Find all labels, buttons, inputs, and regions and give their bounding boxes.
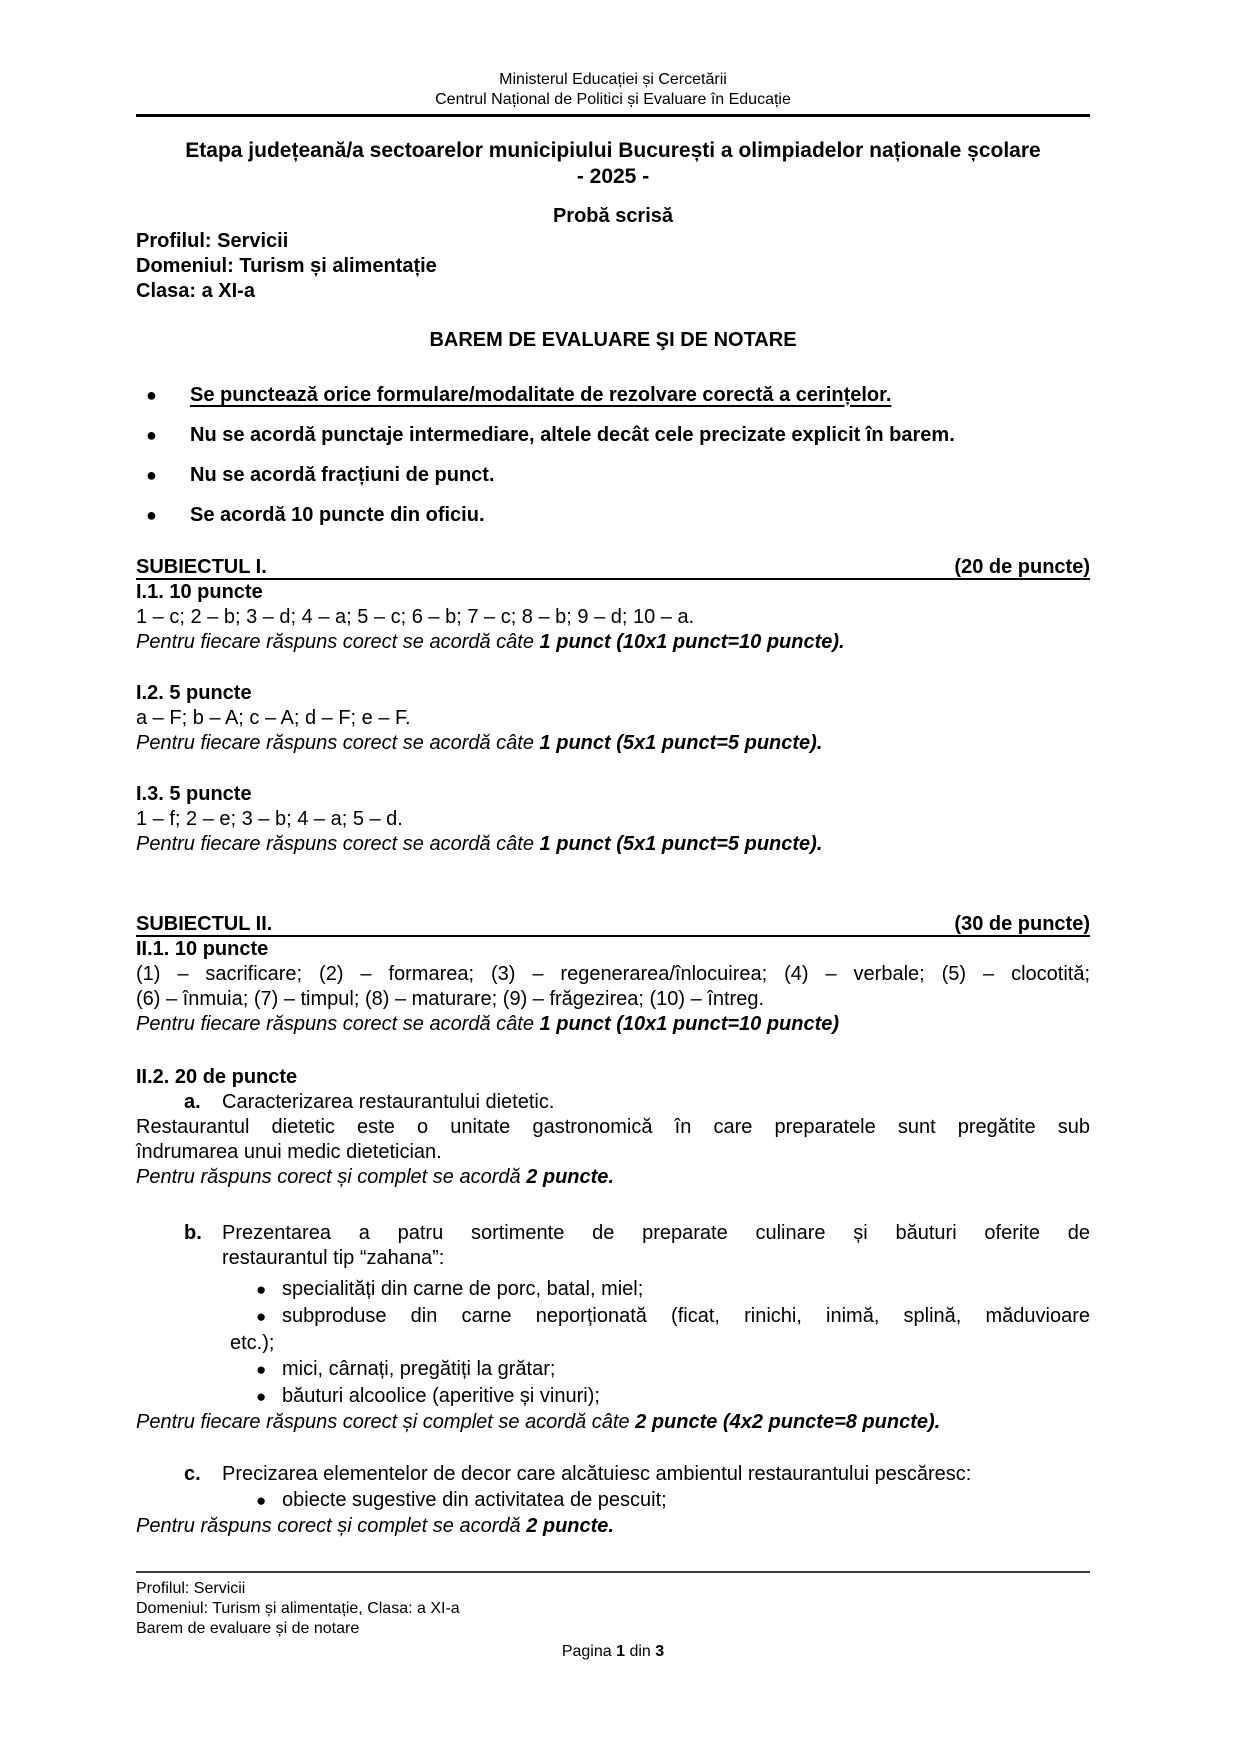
footer-barem: Barem de evaluare și de notare (136, 1620, 360, 1637)
item-b-bullet-2-wrap: etc.); (230, 1332, 275, 1354)
item-c-text: Precizarea elementelor de decor care alcătuiesc ambientul restaurantului pescăresc: (222, 1463, 972, 1485)
subject1-heading-row (136, 555, 1090, 580)
item-b-marker: b. (184, 1222, 202, 1244)
bullet-icon: ● (256, 1387, 267, 1406)
item-c-bullet-1: ● obiecte sugestive din activitatea de pescuit; (230, 1487, 1090, 1514)
page-number: Pagina 1 din 3 (561, 1643, 665, 1660)
page-content (136, 0, 1090, 1539)
bullet-icon: ● (146, 465, 157, 485)
item-b-bullet-1: ● specialități din carne de porc, batal, miel; (230, 1276, 1090, 1303)
section-i3-title: I.3. 5 puncte (136, 783, 252, 805)
section-i3-answers: 1 – f; 2 – e; 3 – b; 4 – a; 5 – d. (136, 808, 403, 830)
bullet-icon: ● (146, 425, 157, 445)
item-c-marker: c. (184, 1463, 201, 1485)
page-footer (136, 1571, 1090, 1662)
section-i2-title: I.2. 5 puncte (136, 682, 252, 704)
section-i2-answers: a – F; b – A; c – A; d – F; e – F. (136, 707, 411, 729)
item-b-text-line1: Prezentarea a patru sortimente de preparate culinare și băuturi oferite de (222, 1222, 1090, 1244)
item-b-text-line2: restaurantul tip “zahana”: (222, 1247, 445, 1269)
title-line-2: - 2025 - (576, 165, 650, 188)
item-b (136, 1221, 1090, 1271)
section-i1-title: I.1. 10 puncte (136, 581, 263, 603)
general-rules-list (136, 375, 1090, 535)
section-ii2-title: II.2. 20 de puncte (136, 1066, 298, 1088)
meta-domain: Domeniul: Turism și alimentație (136, 255, 437, 277)
subject2-points: (30 de puncte) (954, 913, 1090, 935)
item-a-text: Caracterizarea restaurantului dietetic. (222, 1091, 555, 1113)
document-title (136, 138, 1090, 190)
section-ii1-note: Pentru fiecare răspuns corect se acordă câte 1 punct (10x1 punct=10 puncte) (136, 1013, 840, 1035)
header-rule (136, 114, 1090, 117)
rule-text: Se acordă 10 puncte din oficiu. (190, 504, 485, 526)
rule-text: Nu se acordă punctaje intermediare, altele decât cele precizate explicit în barem. (190, 424, 955, 446)
section-i2 (136, 681, 1090, 756)
header-line-ministry: Ministerul Educației și Cercetării (499, 71, 727, 88)
section-ii1 (136, 937, 1090, 1037)
meta-profile: Profilul: Servicii (136, 230, 289, 252)
item-a (136, 1090, 1090, 1115)
header-line-center: Centrul Național de Politici și Evaluare în Educație (435, 91, 791, 108)
rule-item (136, 495, 1090, 535)
subject2-heading-row (136, 912, 1090, 937)
section-i1-note: Pentru fiecare răspuns corect se acordă câte 1 punct (10x1 punct=10 puncte). (136, 631, 845, 653)
rule-item (136, 375, 1090, 415)
item-b-bullet-3: ● mici, cârnați, pregătiți la grătar; (230, 1356, 1090, 1383)
rule-text: Se punctează orice formulare/modalitate de rezolvare corectă a cerințelor. (190, 384, 892, 406)
item-c (136, 1462, 1090, 1487)
section-i1-answers: 1 – c; 2 – b; 3 – d; 4 – a; 5 – c; 6 – b; 7 – c; 8 – b; 9 – d; 10 – a. (136, 606, 695, 628)
item-a-marker: a. (184, 1091, 201, 1113)
section-ii1-title: II.1. 10 puncte (136, 938, 269, 960)
item-b-bullet-4: ● băuturi alcoolice (aperitive și vinuri); (230, 1383, 1090, 1410)
section-i1 (136, 580, 1090, 655)
document-header (136, 0, 1090, 117)
rule-item (136, 455, 1090, 495)
section-ii1-answers-line2: (6) – înmuia; (7) – timpul; (8) – maturare; (9) – frăgezirea; (10) – întreg. (136, 988, 765, 1010)
subject2-heading: SUBIECTUL II. (136, 913, 273, 935)
rule-item (136, 415, 1090, 455)
bullet-icon: ● (256, 1307, 267, 1326)
footer-profile: Profilul: Servicii (136, 1580, 246, 1597)
rule-text: Nu se acordă fracțiuni de punct. (190, 464, 495, 486)
item-c-note: Pentru răspuns corect și complet se acordă 2 puncte. (136, 1515, 614, 1537)
item-b-bullet-2: ● subproduse din carne neporționată (ficat, rinichi, inimă, splină, măduvioare etc.); (230, 1305, 1090, 1354)
subject1-heading: SUBIECTUL I. (136, 556, 267, 578)
section-i2-note: Pentru fiecare răspuns corect se acordă câte 1 punct (5x1 punct=5 puncte). (136, 732, 823, 754)
item-a-paragraph-line1: Restaurantul dietetic este o unitate gastronomică în care preparatele sunt pregătite sub (136, 1116, 1090, 1138)
footer-domain: Domeniul: Turism și alimentație, Clasa: a XI-a (136, 1600, 460, 1617)
item-b-note: Pentru fiecare răspuns corect și complet se acordă câte 2 puncte (4x2 puncte=8 puncte). (136, 1411, 941, 1433)
item-a-note: Pentru răspuns corect și complet se acordă 2 puncte. (136, 1166, 614, 1188)
section-i3 (136, 782, 1090, 857)
section-i3-note: Pentru fiecare răspuns corect se acordă câte 1 punct (5x1 punct=5 puncte). (136, 833, 823, 855)
meta-grade: Clasa: a XI-a (136, 280, 255, 302)
subject1-points: (20 de puncte) (954, 556, 1090, 578)
bullet-icon: ● (256, 1280, 267, 1299)
bullet-icon: ● (146, 385, 157, 405)
bullet-icon: ● (146, 505, 157, 525)
bullet-icon: ● (256, 1360, 267, 1379)
item-a-paragraph-line2: îndrumarea unui medic dietetician. (136, 1141, 442, 1163)
section-ii1-answers-line1: (1) – sacrificare; (2) – formarea; (3) – regenerarea/înlocuirea; (4) – verbale; (5) – clocotită; (136, 963, 1090, 985)
exam-type: Probă scrisă (552, 205, 674, 227)
barem-title: BAREM DE EVALUARE ŞI DE NOTARE (429, 329, 797, 351)
bullet-icon: ● (256, 1491, 267, 1510)
title-line-1: Etapa județeană/a sectoarelor municipiului București a olimpiadelor naționale școlare (185, 139, 1041, 162)
